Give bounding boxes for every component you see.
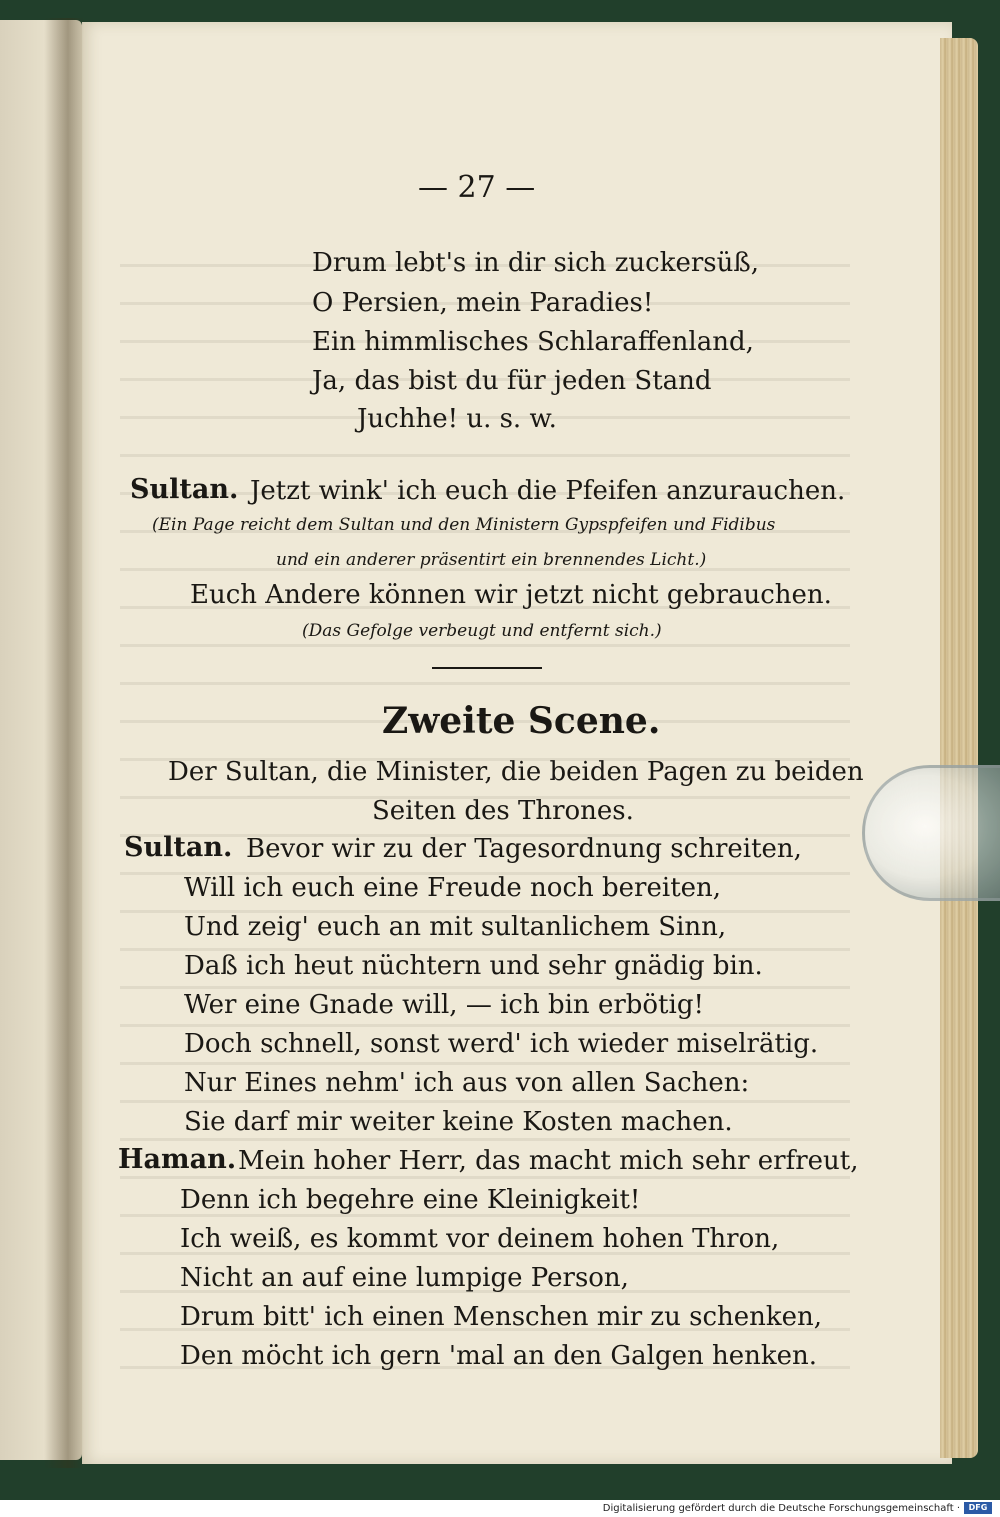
dialogue-line: Den möcht ich gern 'mal an den Galgen henken. <box>180 1341 818 1371</box>
scene-divider <box>432 667 542 669</box>
song-refrain: Juchhe! u. s. w. <box>357 404 557 434</box>
dialogue-line: Doch schnell, sonst werd' ich wieder miselrätig. <box>184 1029 819 1059</box>
dialogue-line: Bevor wir zu der Tagesordnung schreiten, <box>246 834 802 864</box>
dialogue-line: Jetzt wink' ich euch die Pfeifen anzurauchen. <box>250 476 846 506</box>
dialogue-line: Drum bitt' ich einen Menschen mir zu schenken, <box>180 1302 823 1332</box>
dialogue-line: Nicht an auf eine lumpige Person, <box>180 1263 629 1293</box>
song-line: O Persien, mein Paradies! <box>312 288 654 318</box>
scene-persons: Der Sultan, die Minister, die beiden Pagen zu beiden <box>168 757 864 787</box>
dialogue-line: Und zeig' euch an mit sultanlichem Sinn, <box>184 912 727 942</box>
dialogue-line: Wer eine Gnade will, — ich bin erbötig! <box>184 990 704 1020</box>
stage-direction: (Das Gefolge verbeugt und entfernt sich.) <box>302 621 662 641</box>
speaker-sultan: Sultan. <box>130 474 239 505</box>
song-line: Ein himmlisches Schlaraffenland, <box>312 327 754 357</box>
scene-persons: Seiten des Thrones. <box>372 796 634 826</box>
speaker-sultan: Sultan. <box>124 832 233 863</box>
dialogue-line: Ich weiß, es kommt vor deinem hohen Thron, <box>180 1224 780 1254</box>
dialogue-line: Nur Eines nehm' ich aus von allen Sachen: <box>184 1068 750 1098</box>
magnifier-glass <box>862 765 1000 901</box>
dialogue-line: Mein hoher Herr, das macht mich sehr erfreut, <box>238 1146 859 1176</box>
dialogue-line: Will ich euch eine Freude noch bereiten, <box>184 873 722 903</box>
book-gutter <box>44 18 84 1468</box>
dfg-logo-icon: DFG <box>964 1502 992 1514</box>
speaker-haman: Haman. <box>118 1144 237 1175</box>
scene-title: Zweite Scene. <box>382 700 661 742</box>
dialogue-line: Daß ich heut nüchtern und sehr gnädig bin. <box>184 951 763 981</box>
page-edges <box>940 38 978 1458</box>
song-line: Ja, das bist du für jeden Stand <box>312 366 712 396</box>
dialogue-line: Denn ich begehre eine Kleinigkeit! <box>180 1185 641 1215</box>
page-number: — 27 — <box>418 170 536 205</box>
song-line: Drum lebt's in dir sich zuckersüß, <box>312 248 759 278</box>
footer-credit: Digitalisierung gefördert durch die Deutsche Forschungsgemeinschaft · <box>602 1503 960 1514</box>
dialogue-line: Euch Andere können wir jetzt nicht gebrauchen. <box>190 580 832 610</box>
stage-direction: und ein anderer präsentirt ein brennendes Licht.) <box>276 550 707 570</box>
stage-direction: (Ein Page reicht dem Sultan und den Ministern Gypspfeifen und Fidibus <box>152 515 776 535</box>
dialogue-line: Sie darf mir weiter keine Kosten machen. <box>184 1107 733 1137</box>
